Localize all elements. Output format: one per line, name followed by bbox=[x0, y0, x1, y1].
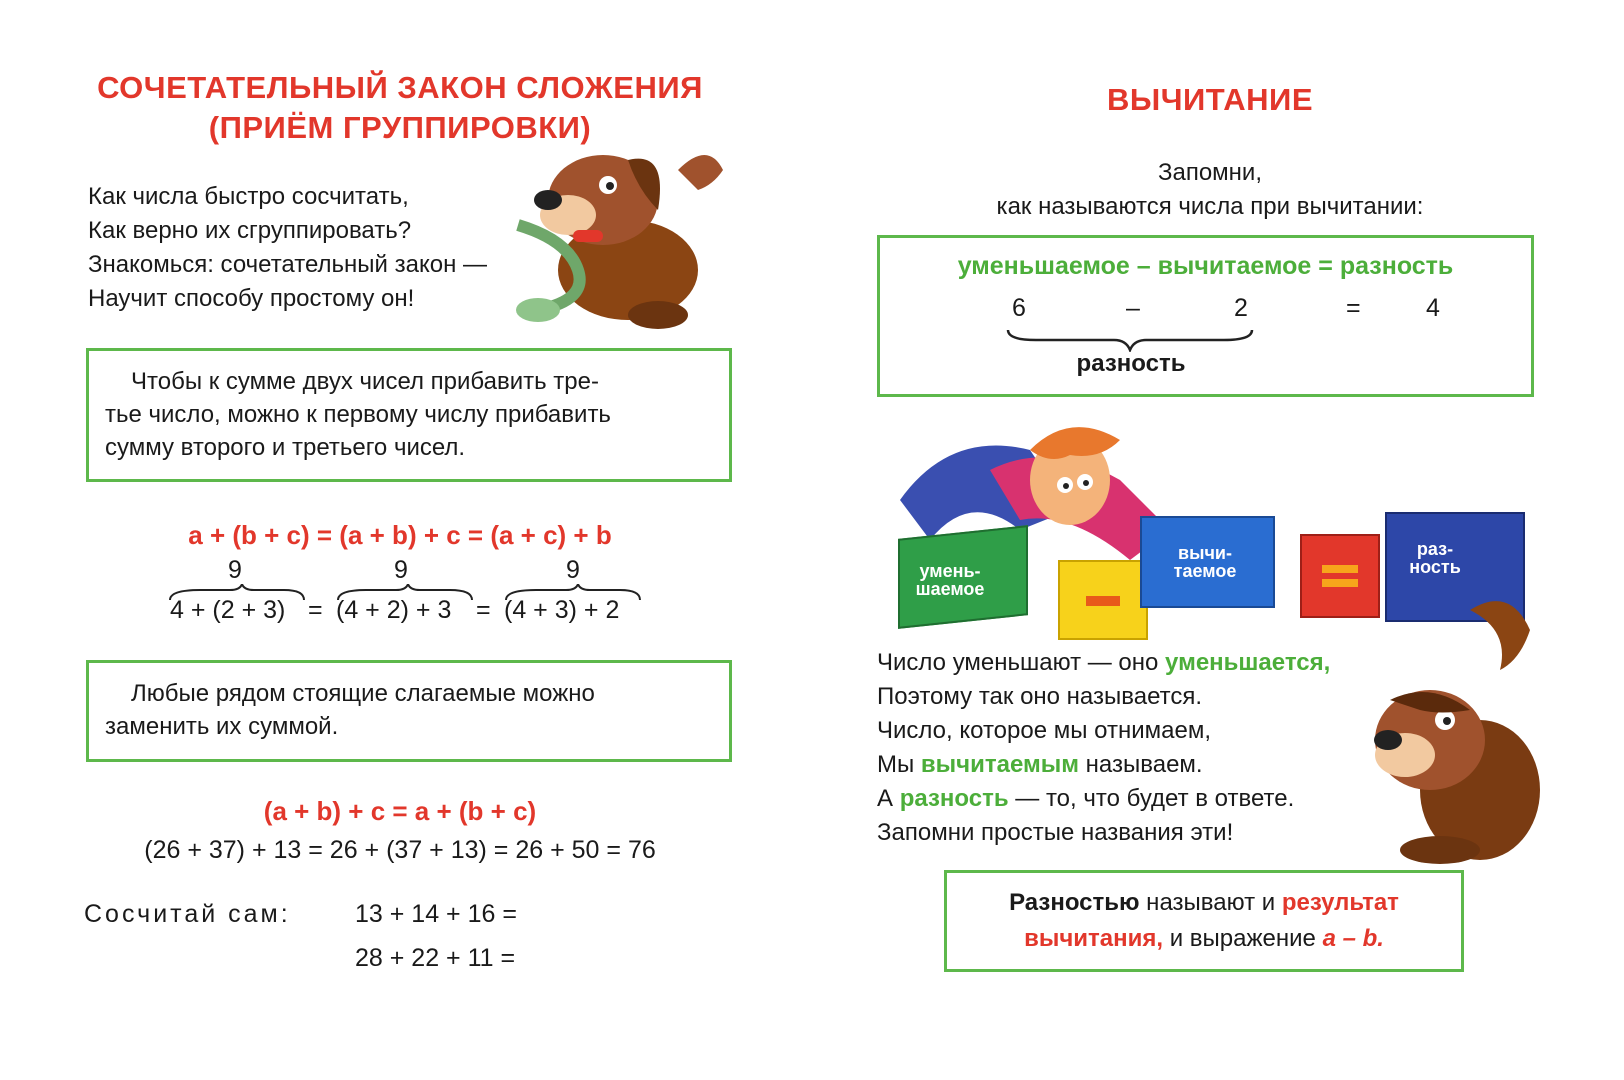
poem-line: А разность — то, что будет в ответе. bbox=[877, 785, 1295, 812]
rule-line: Любые рядом стоящие слагаемые можно bbox=[131, 680, 595, 707]
cube-label-subtrahend: вычи- таемое bbox=[1173, 543, 1237, 581]
group-part: (4 + 3) + 2 bbox=[504, 596, 620, 624]
right-title: ВЫЧИТАНИЕ bbox=[1106, 82, 1313, 117]
terms-row bbox=[880, 252, 1531, 281]
sum-value: 9 bbox=[228, 556, 242, 584]
equals-sign: = bbox=[308, 596, 323, 624]
group-part: (4 + 2) + 3 bbox=[336, 596, 452, 624]
note-box: Разностью называют и результат вычитания, и выражение a – b. bbox=[944, 870, 1464, 972]
intro-text bbox=[860, 156, 1560, 224]
sum-value: 9 bbox=[566, 556, 580, 584]
term-difference: разность bbox=[1339, 252, 1454, 280]
rule-line: Чтобы к сумме двух чисел прибавить тре- bbox=[131, 368, 599, 395]
formula-regroup: (a + b) + c = a + (b + c) bbox=[263, 796, 537, 826]
cube-equals-sign bbox=[1322, 565, 1358, 587]
term-minuend: уменьшаемое bbox=[957, 252, 1130, 280]
poem-line: Поэтому так оно называется. bbox=[877, 683, 1203, 710]
poem-line: Научит способу простому он! bbox=[88, 285, 415, 312]
exercise-item: 28 + 22 + 11 = bbox=[355, 944, 516, 972]
left-title-line2: (ПРИЁМ ГРУППИРОВКИ) bbox=[208, 110, 592, 145]
underbrace bbox=[1006, 328, 1256, 352]
poem-line: Число уменьшают — оно уменьшается, bbox=[877, 649, 1331, 676]
poem-line: Как числа быстро сосчитать, bbox=[88, 183, 409, 210]
dog-illustration bbox=[1360, 590, 1545, 875]
rule-box-1 bbox=[86, 348, 732, 482]
rule-line: сумму второго и третьего чисел. bbox=[105, 434, 466, 461]
equals-sign: = bbox=[476, 596, 491, 624]
exercise-label: Сосчитай сам: bbox=[84, 900, 291, 928]
note-term: Разностью bbox=[1009, 889, 1140, 916]
poem-line: Как верно их сгруппировать? bbox=[88, 217, 412, 244]
rule-box-2 bbox=[86, 660, 732, 762]
exercise-item: 13 + 14 + 16 = bbox=[355, 900, 517, 928]
example-minus: – bbox=[1126, 294, 1140, 322]
example-minuend: 6 bbox=[1012, 294, 1026, 322]
rule-line: тье число, можно к первому числу прибавить bbox=[105, 401, 611, 428]
rule-line: заменить их суммой. bbox=[105, 713, 339, 740]
left-poem bbox=[88, 180, 487, 316]
term-minus: – bbox=[1136, 252, 1151, 280]
right-poem bbox=[877, 646, 1330, 850]
term-equals: = bbox=[1318, 252, 1333, 280]
note-subtraction: вычитания, bbox=[1024, 925, 1164, 952]
formula-grouping: a + (b + c) = (a + b) + c = (a + c) + b bbox=[188, 520, 612, 550]
example-equals: = bbox=[1346, 294, 1361, 322]
poem-line: Запомни простые названия эти! bbox=[877, 819, 1234, 846]
example-subtrahend: 2 bbox=[1234, 294, 1248, 322]
group-part: 4 + (2 + 3) bbox=[170, 596, 286, 624]
note-result: результат bbox=[1281, 889, 1399, 916]
left-title-line1: СОЧЕТАТЕЛЬНЫЙ ЗАКОН СЛОЖЕНИЯ bbox=[97, 70, 703, 105]
note-expression: a – b. bbox=[1322, 925, 1384, 952]
cube-label-minuend: умень- шаемое bbox=[915, 561, 985, 599]
example-result: 4 bbox=[1426, 294, 1440, 322]
example-equation: (26 + 37) + 13 = 26 + (37 + 13) = 26 + 50 = 76 bbox=[144, 836, 656, 864]
terms-box bbox=[877, 235, 1534, 397]
cube-label-difference: раз- ность bbox=[1409, 539, 1461, 577]
dog-with-rope-illustration bbox=[508, 130, 733, 335]
poem-line: Мы вычитаемым называем. bbox=[877, 751, 1203, 778]
intro-line: как называются числа при вычитании: bbox=[996, 193, 1424, 220]
intro-line: Запомни, bbox=[1157, 159, 1262, 186]
poem-line: Знакомься: сочетательный закон — bbox=[88, 251, 487, 278]
poem-line: Число, которое мы отнимаем, bbox=[877, 717, 1211, 744]
term-subtrahend: вычитаемое bbox=[1157, 252, 1312, 280]
cube-minus-sign bbox=[1086, 596, 1120, 606]
brace-label: разность bbox=[1076, 350, 1186, 377]
sum-value: 9 bbox=[394, 556, 408, 584]
